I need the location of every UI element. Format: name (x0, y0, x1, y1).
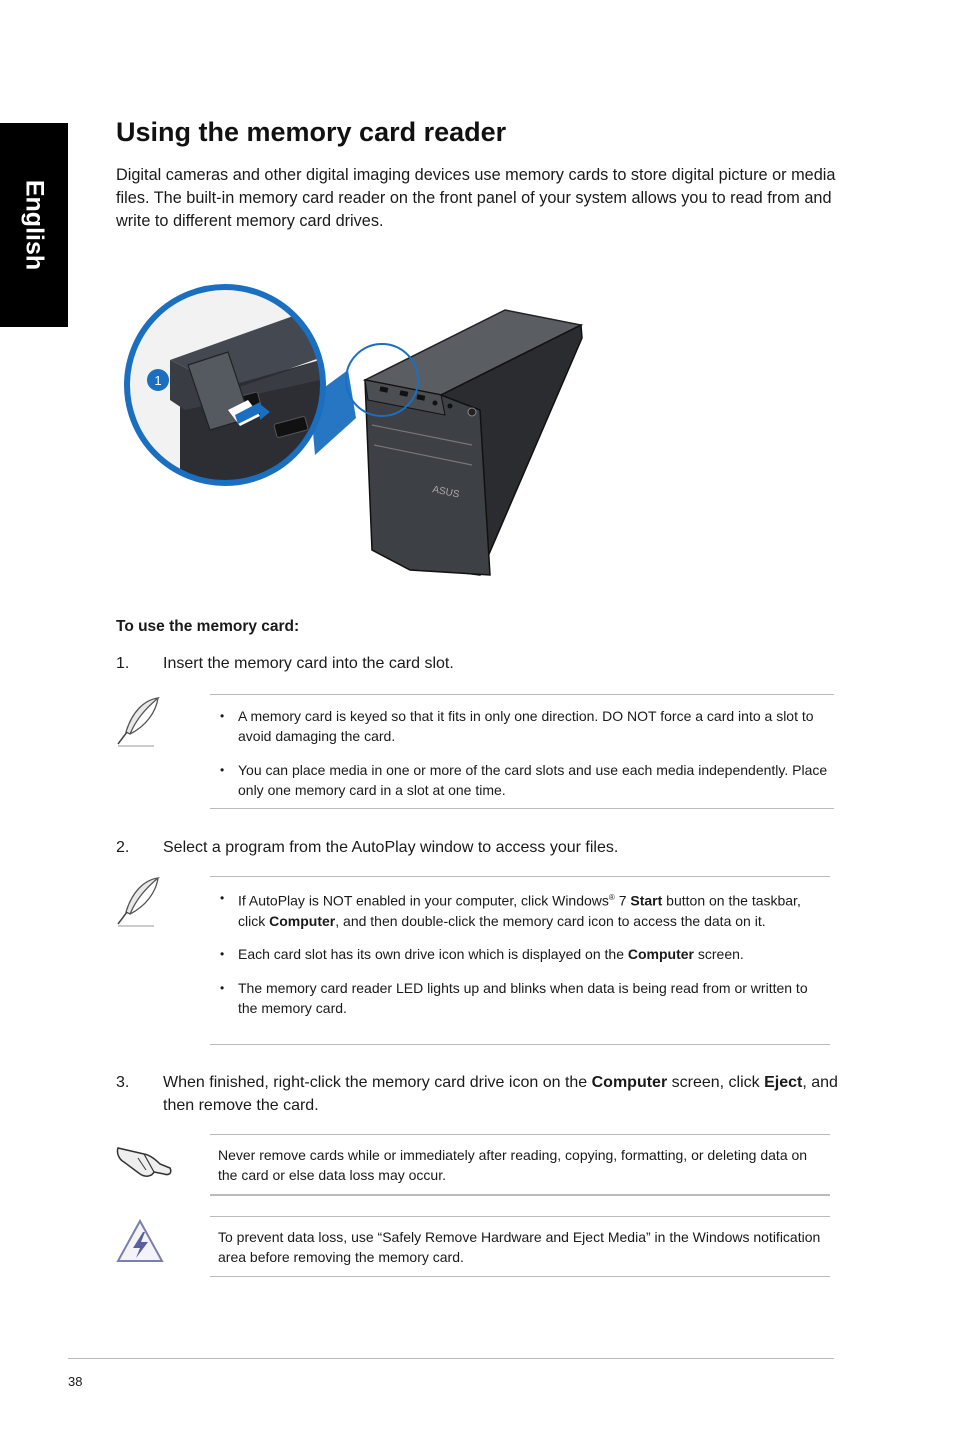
page-number: 38 (68, 1374, 83, 1389)
step-text: Select a program from the AutoPlay window to access your files. (163, 839, 619, 856)
note-bullet: • If AutoPlay is NOT enabled in your computer, click Windows® 7 Start button on the taskbar, click Computer, and then double-click the memory card icon to access the data on it. (210, 888, 830, 931)
note-box-1 (210, 694, 834, 809)
caution-box (210, 1134, 830, 1196)
note-bullet: • The memory card reader LED lights up and blinks when data is being read from or written to the memory card. (210, 978, 830, 1018)
page-title: Using the memory card reader (116, 117, 507, 147)
language-side-tab (0, 123, 68, 327)
step-number: 2. (116, 839, 130, 856)
step-number: 1. (116, 655, 130, 672)
note-bullet: • You can place media in one or more of the card slots and use each media independently. Place only one memory card in a slot at one time. (210, 760, 834, 800)
step-text: Insert the memory card into the card slot. (163, 655, 454, 672)
warning-text: To prevent data loss, use “Safely Remove Hardware and Eject Media” in the Windows notification area before removing the memory card. (218, 1229, 821, 1265)
brand-logo-text: ASUS (431, 484, 461, 501)
feather-note-icon (114, 874, 166, 930)
lightning-warning-icon (116, 1218, 164, 1264)
note-box-2 (210, 876, 830, 1045)
caution-text: Never remove cards while or immediately after reading, copying, formatting, or deleting data on the card or else data loss may occur. (218, 1147, 808, 1183)
intro-paragraph: Digital cameras and other digital imaging devices use memory cards to store digital picture or media files. The built-in memory card reader on the front panel of your system allows you to read from and write to different memory card drives. (116, 166, 836, 230)
desktop-tower (365, 310, 582, 575)
footer-divider (68, 1358, 834, 1359)
warning-box (210, 1216, 830, 1277)
step-number: 3. (116, 1074, 130, 1091)
callout-number: 1 (154, 373, 162, 388)
memory-card-reader-illustration (110, 270, 590, 580)
hand-caution-icon (114, 1140, 176, 1182)
procedure-heading: To use the memory card: (116, 618, 300, 635)
note-bullet: • A memory card is keyed so that it fits in only one direction. DO NOT force a card into a slot to avoid damaging the card. (210, 706, 834, 746)
side-tab-label: English (20, 179, 49, 271)
feather-note-icon (114, 694, 166, 750)
note-bullet: • Each card slot has its own drive icon which is displayed on the Computer screen. (210, 944, 830, 964)
step-text: When finished, right-click the memory card drive icon on the Computer screen, click Eject, and then remove the card. (163, 1074, 838, 1114)
